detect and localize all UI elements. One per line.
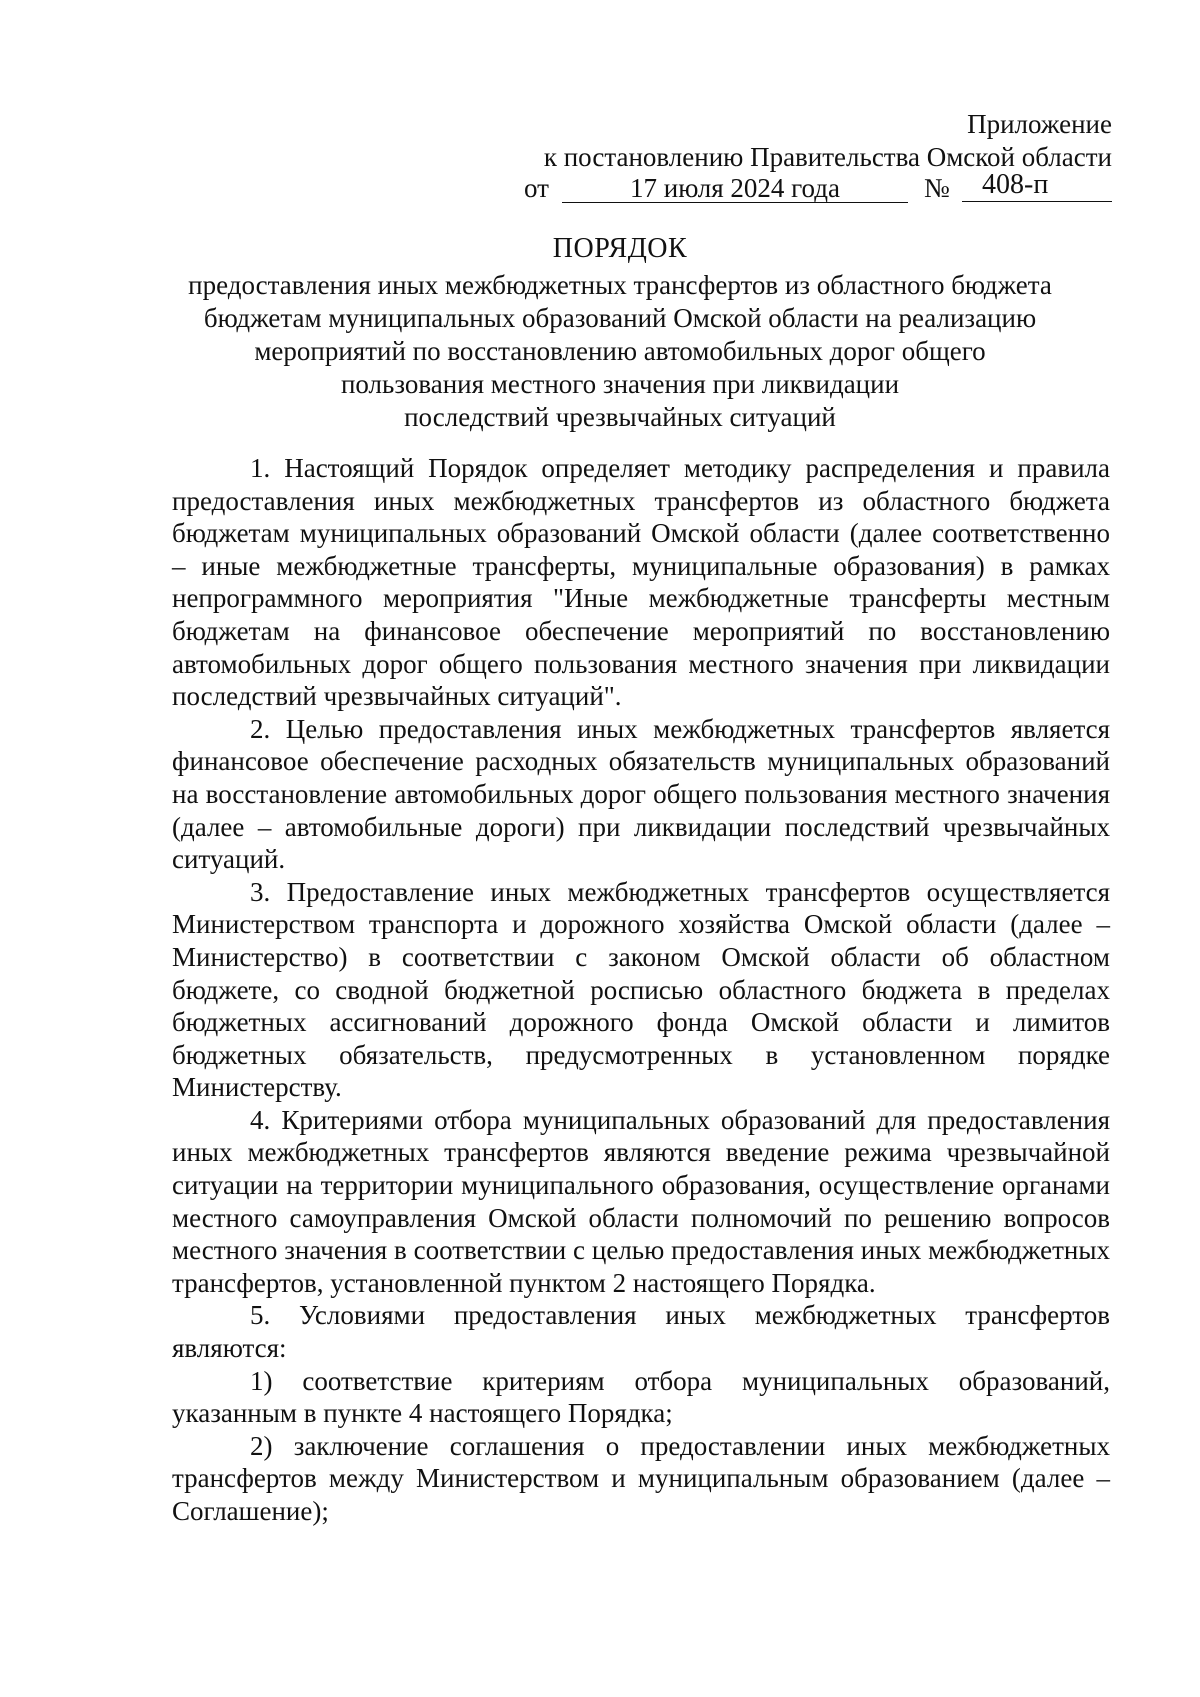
decree-reference — [524, 169, 1112, 206]
from-label: от — [524, 173, 549, 203]
paragraph-3: 3. Предоставление иных межбюджетных трансфертов осуществляется Министерством транспорта и дорожного хозяйства Омской области (далее – Министерство) в соответствии с законом Омской области об областном бюджете, со сводной бюджетной росписью областного бюджета в пределах бюджетных ассигнований дорожного фонда Омской области и лимитов бюджетных обязательств, предусмотренных в установленном порядке Министерству. — [172, 876, 1110, 1103]
paragraph-5: 5. Условиями предоставления иных межбюджетных трансфертов являются: — [172, 1300, 1110, 1364]
document-body — [172, 452, 1110, 1528]
number-label: № — [924, 173, 950, 203]
title-line: пользования местного значения при ликвидации — [340, 369, 900, 399]
paragraph-5-item-1: 1) соответствие критериям отбора муниципальных образований, указанным в пункте 4 настоящего Порядка; — [172, 1365, 1110, 1429]
document-title — [150, 232, 1090, 434]
annex-header — [544, 108, 1112, 174]
paragraph-2: 2. Целью предоставления иных межбюджетных трансфертов является финансовое обеспечение расходных обязательств муниципальных образований на восстановление автомобильных дорог общего пользования местного значения (далее – автомобильные дороги) при ликвидации последствий чрезвычайных ситуаций. — [172, 713, 1110, 875]
title-main: ПОРЯДОК — [552, 233, 688, 264]
decree-date: 17 июля 2024 года — [562, 172, 908, 203]
annex-subtitle: к постановлению Правительства Омской области — [543, 142, 1112, 172]
paragraph-5-item-2: 2) заключение соглашения о предоставлении иных межбюджетных трансфертов между Министерством и муниципальным образованием (далее – Соглашение); — [172, 1430, 1110, 1526]
decree-number: 408-п — [962, 168, 1112, 202]
title-line: последствий чрезвычайных ситуаций — [404, 402, 836, 432]
title-line: бюджетам муниципальных образований Омской области на реализацию — [203, 303, 1037, 333]
paragraph-1: 1. Настоящий Порядок определяет методику распределения и правила предоставления иных межбюджетных трансфертов из областного бюджета бюджетам муниципальных образований Омской области (далее соответственно – иные межбюджетные трансферты, муниципальные образования) в рамках непрограммного мероприятия "Иные межбюджетные трансферты местным бюджетам на финансовое обеспечение мероприятий по восстановлению автомобильных дорог общего пользования местного значения при ликвидации последствий чрезвычайных ситуаций". — [172, 453, 1110, 712]
paragraph-4: 4. Критериями отбора муниципальных образований для предоставления иных межбюджетных трансфертов являются введение режима чрезвычайной ситуации на территории муниципального образования, осуществление органами местного самоуправления Омской области полномочий по решению вопросов местного значения в соответствии с целью предоставления иных межбюджетных трансфертов, установленной пунктом 2 настоящего Порядка. — [172, 1104, 1110, 1298]
title-line: предоставления иных межбюджетных трансфертов из областного бюджета — [188, 270, 1052, 300]
title-line: мероприятий по восстановлению автомобильных дорог общего — [254, 336, 986, 366]
annex-title: Приложение — [967, 109, 1112, 139]
